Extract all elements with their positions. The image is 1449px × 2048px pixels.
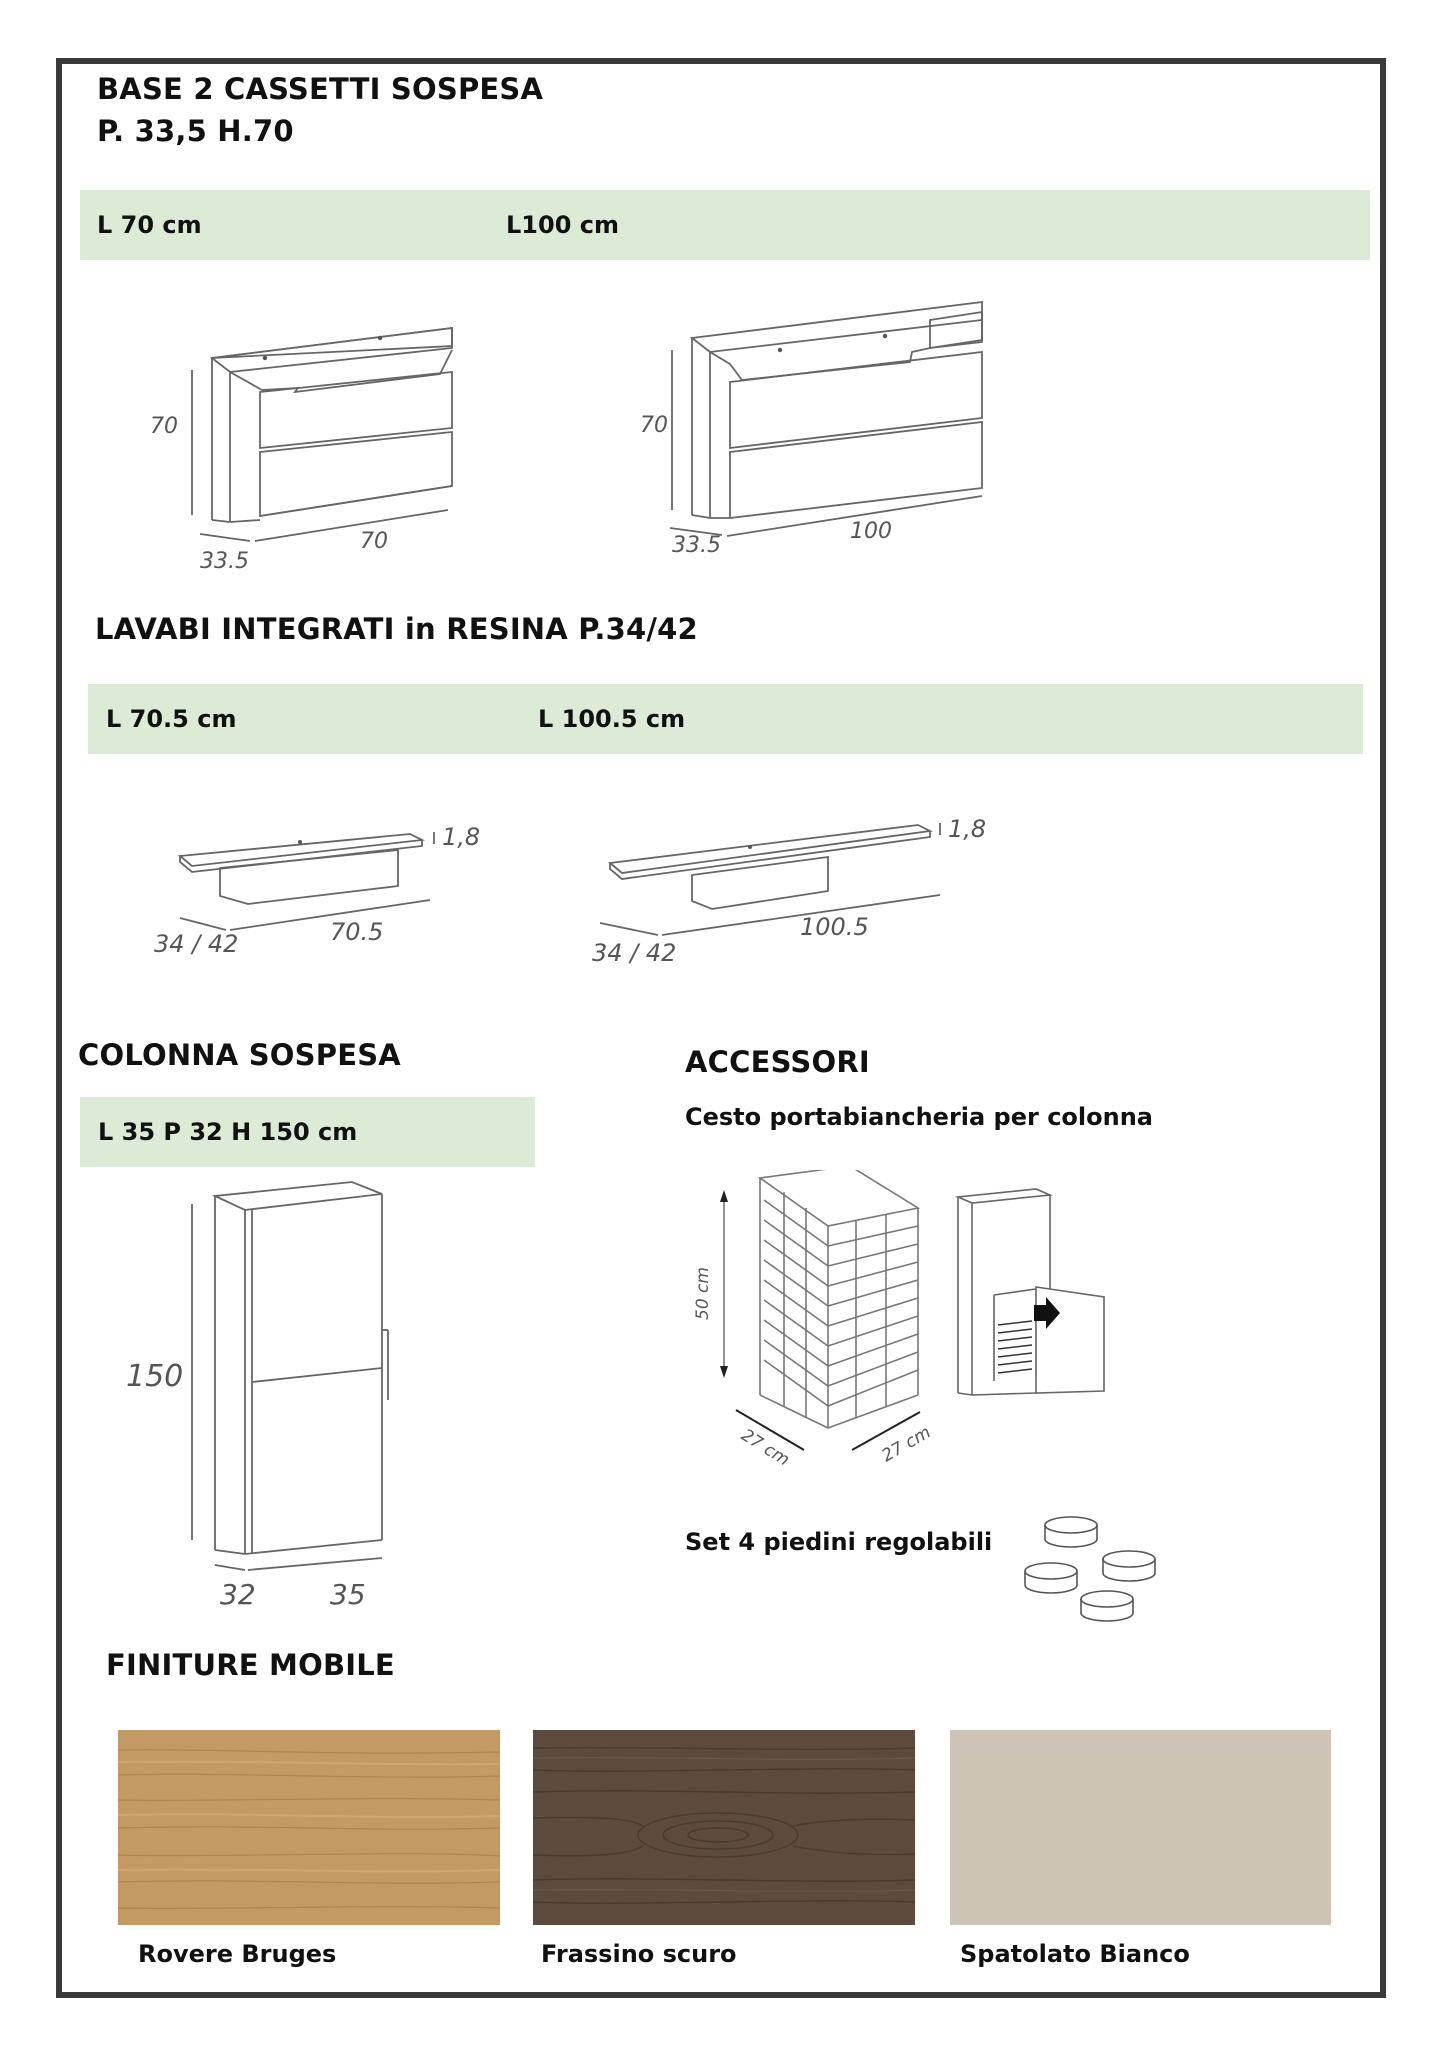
base-size-b: L100 cm [506,211,619,239]
lavabo-70-thickness: 1,8 [442,823,481,851]
finish-label-2: Frassino scuro [541,1940,737,1968]
base-size-a: L 70 cm [97,211,202,239]
lavabi-size-a: L 70.5 cm [106,705,237,733]
accessori-title: ACCESSORI [685,1045,870,1079]
basket-in-column-drawing [950,1185,1120,1405]
lavabo-100-depth: 34 / 42 [592,939,677,967]
base-100-width-label: 100 [850,519,892,544]
feet-label: Set 4 piedini regolabili [685,1528,993,1556]
lavabo-70-depth: 34 / 42 [154,930,239,958]
colonna-depth-label: 32 [220,1578,256,1611]
feet-drawing [1015,1505,1175,1625]
lavabo-70-width: 70.5 [330,918,384,946]
lavabi-title: LAVABI INTEGRATI in RESINA P.34/42 [95,612,698,646]
finish-label-1: Rovere Bruges [138,1940,337,1968]
colonna-drawing [120,1180,420,1620]
lavabo-100-drawing [580,795,1020,975]
finiture-title: FINITURE MOBILE [106,1648,395,1682]
basket-label: Cesto portabiancheria per colonna [685,1103,1153,1131]
lavabi-size-b: L 100.5 cm [538,705,686,733]
swatch-spatolato-bianco [950,1730,1331,1925]
colonna-size: L 35 P 32 H 150 cm [98,1118,358,1146]
lavabo-70-drawing [140,800,500,970]
base-100-depth-label: 33.5 [672,533,721,558]
basket-height-label: 50 cm [693,1267,713,1320]
basket-depth-label: 27 cm [737,1425,793,1471]
basket-width-label: 27 cm [878,1422,935,1467]
finish-label-3: Spatolato Bianco [960,1940,1190,1968]
base-title-line2: P. 33,5 H.70 [97,114,294,148]
base-100-drawing [630,290,1010,580]
lavabo-100-width: 100.5 [800,913,869,941]
lavabi-size-band [88,684,1363,754]
colonna-width-label: 35 [330,1578,366,1611]
lavabo-100-thickness: 1,8 [948,815,987,843]
colonna-size-band [80,1097,535,1167]
base-title-line1: BASE 2 CASSETTI SOSPESA [97,72,544,106]
basket-drawing [680,1170,940,1480]
colonna-title: COLONNA SOSPESA [78,1038,401,1072]
swatch-rovere-bruges [118,1730,500,1925]
base-70-width-label: 70 [360,529,388,554]
colonna-height-label: 150 [126,1359,184,1394]
base-70-drawing [140,310,470,580]
base-100-height-label: 70 [640,413,668,438]
swatch-frassino-scuro [533,1730,915,1925]
base-70-height-label: 70 [150,414,178,439]
base-size-band [80,190,1370,260]
base-70-depth-label: 33.5 [200,549,249,574]
